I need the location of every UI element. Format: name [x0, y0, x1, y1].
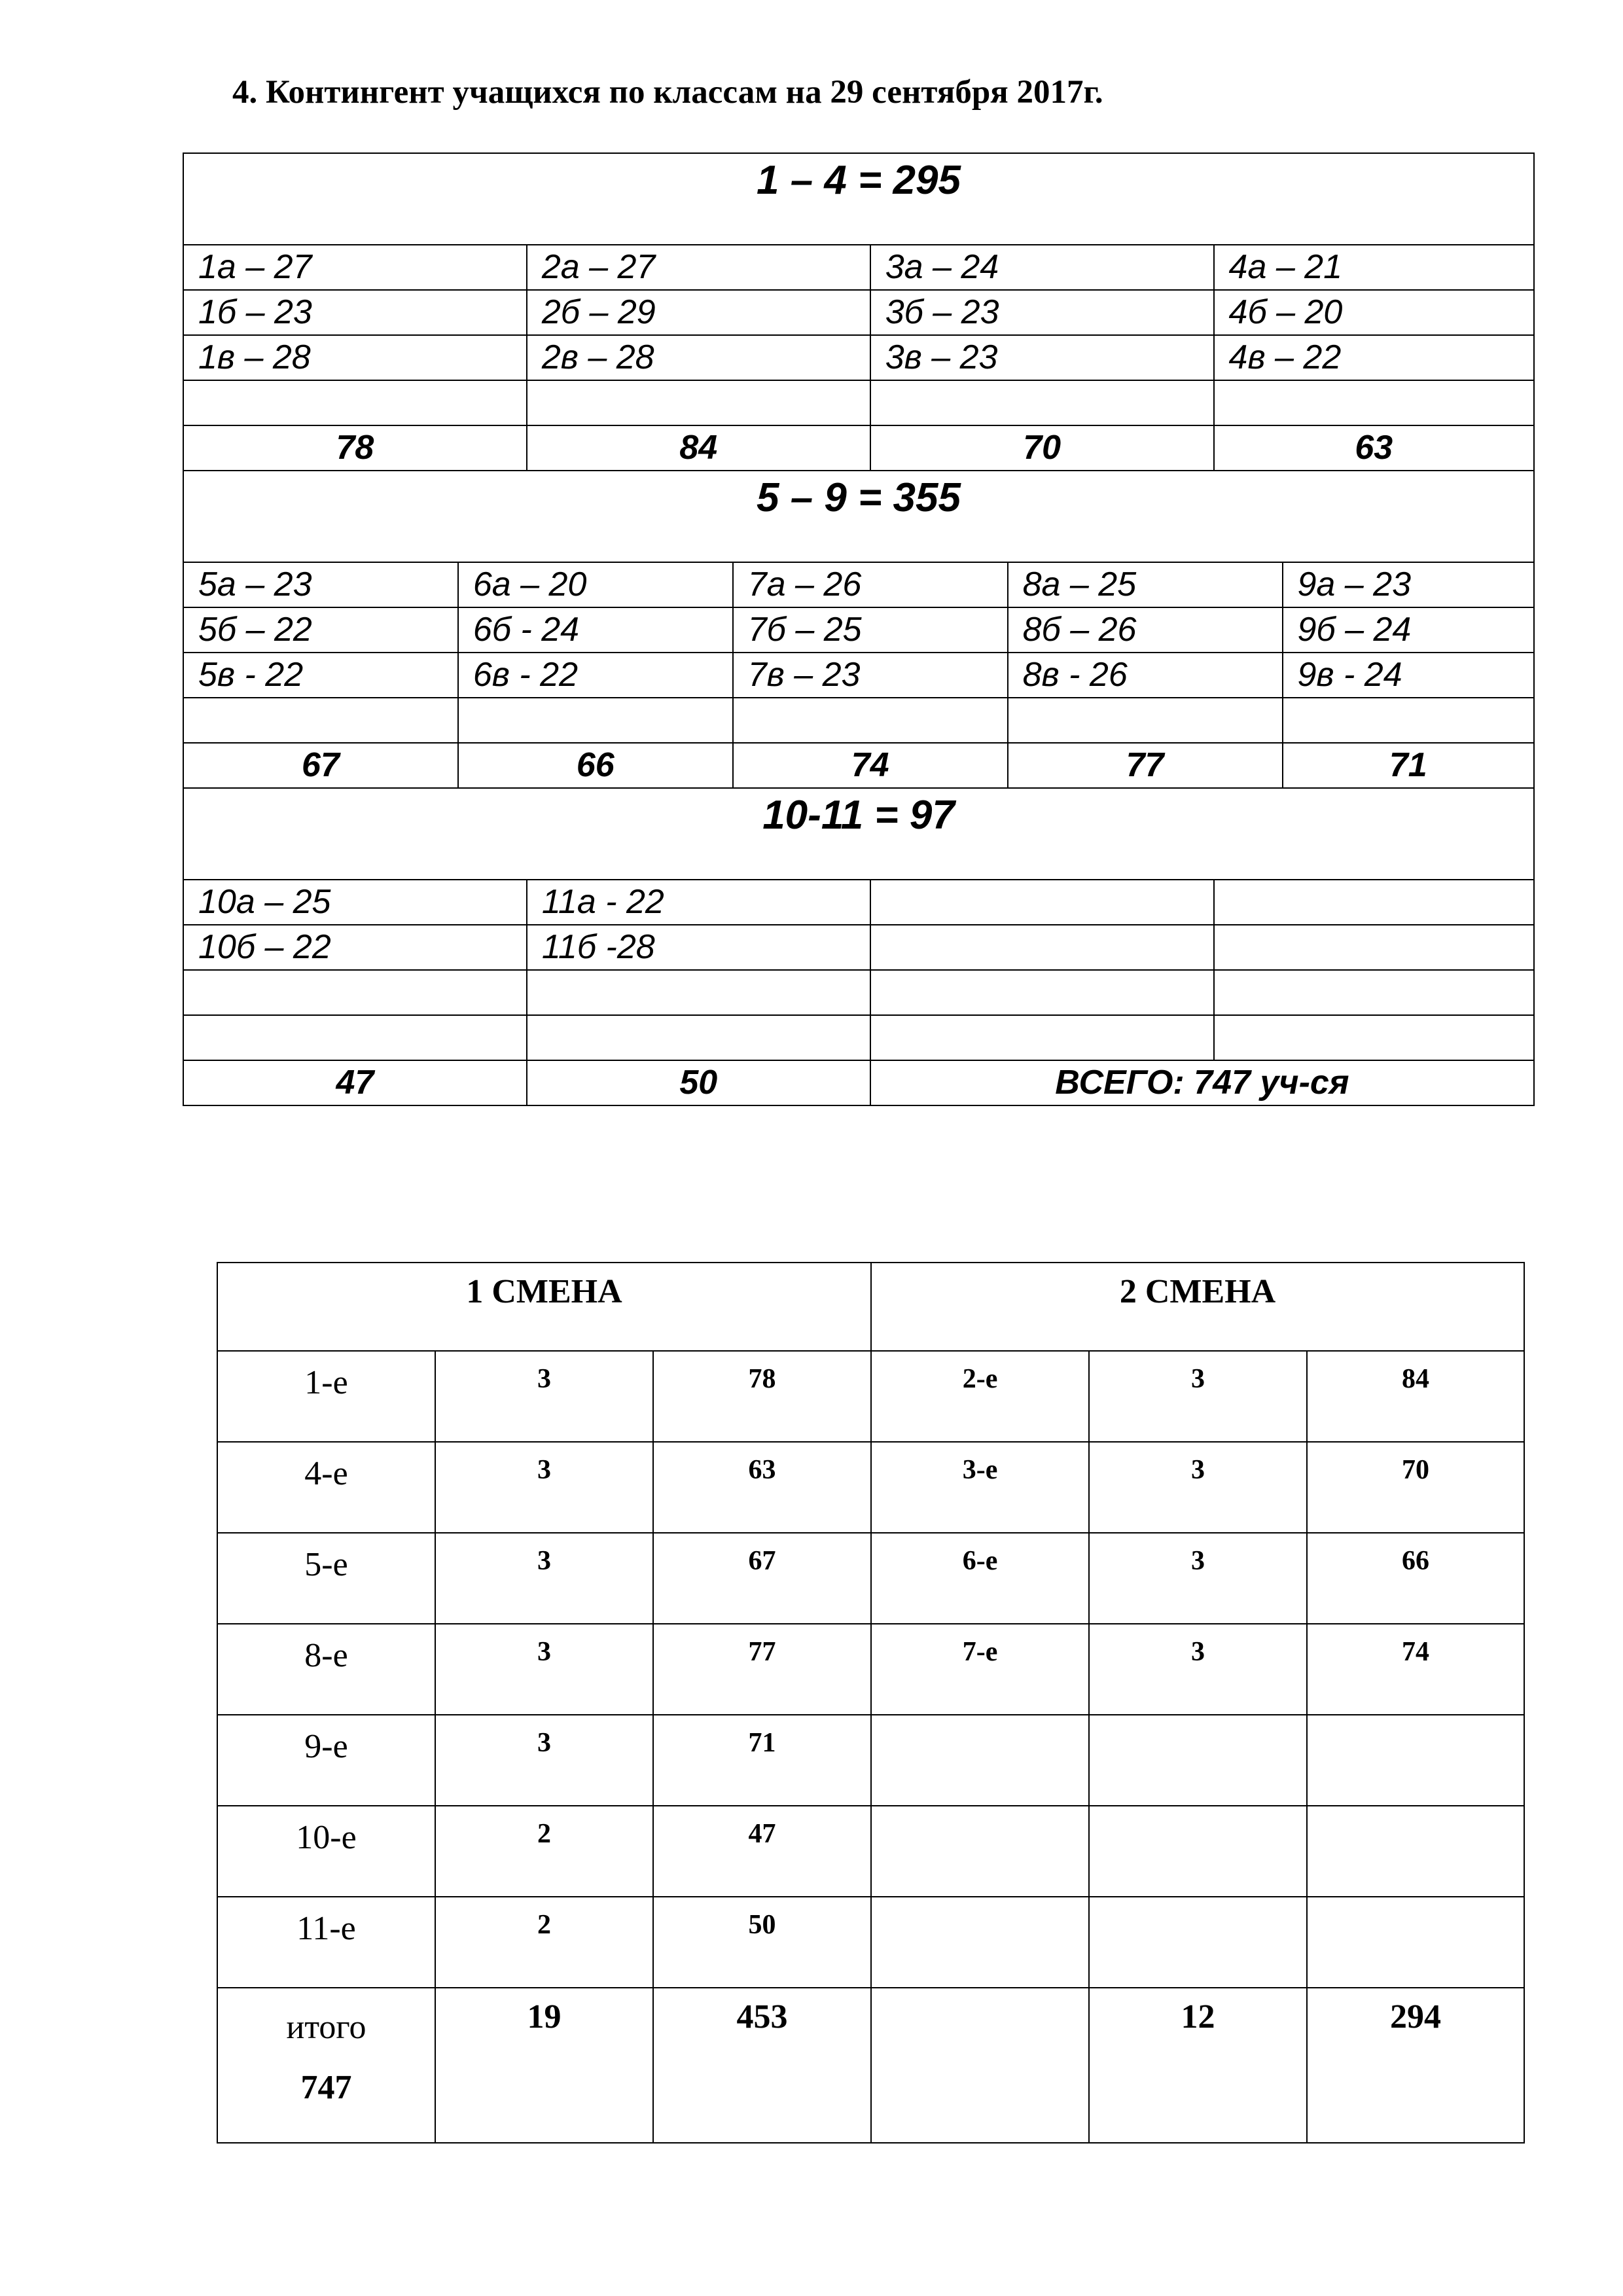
empty-cell [871, 1988, 1089, 2143]
grade-total: 47 [183, 1060, 527, 1105]
shift-2-students: 70 [1307, 1442, 1524, 1533]
empty-cell [870, 380, 1214, 425]
class-cell: 4б – 20 [1214, 290, 1534, 335]
shift-2-classes: 3 [1089, 1351, 1307, 1442]
shift-1-grade: 4-е [217, 1442, 435, 1533]
shift-1-classes: 2 [435, 1806, 653, 1897]
class-cell: 3б – 23 [870, 290, 1214, 335]
grand-total: ВСЕГО: 747 уч-ся [870, 1060, 1534, 1105]
class-cell: 6в - 22 [458, 653, 733, 698]
shift-2-students-total: 294 [1307, 1988, 1524, 2143]
empty-cell [1214, 880, 1534, 925]
class-cell: 5б – 22 [183, 607, 458, 653]
shift-1-classes: 3 [435, 1715, 653, 1806]
shift-2-header: 2 СМЕНА [871, 1263, 1524, 1351]
empty-cell [1283, 698, 1535, 743]
table-row [183, 653, 1534, 698]
empty-cell [527, 1015, 870, 1060]
class-cell: 7в – 23 [733, 653, 1008, 698]
shift-1-grade: 1-е [217, 1351, 435, 1442]
empty-cell [1089, 1715, 1307, 1806]
table-row [183, 380, 1534, 425]
table-row [183, 562, 1534, 607]
shift-2-grade: 2-е [871, 1351, 1089, 1442]
table-row [217, 1715, 1524, 1806]
shift-2-students: 84 [1307, 1351, 1524, 1442]
class-cell: 1а – 27 [183, 245, 527, 290]
empty-cell [1307, 1897, 1524, 1988]
empty-cell [870, 880, 1214, 925]
totals-row [183, 1060, 1534, 1105]
grade-total: 74 [733, 743, 1008, 788]
shift-1-students: 67 [653, 1533, 871, 1624]
grade-total: 84 [527, 425, 870, 471]
section-title-middle: 5 – 9 = 355 [183, 471, 1534, 562]
shift-1-students: 63 [653, 1442, 871, 1533]
shift-2-classes: 3 [1089, 1624, 1307, 1715]
shift-1-grade: 10-е [217, 1806, 435, 1897]
table-row [217, 1897, 1524, 1988]
grade-total: 50 [527, 1060, 870, 1105]
table-row [183, 245, 1534, 290]
class-cell: 2а – 27 [527, 245, 870, 290]
empty-cell [1307, 1715, 1524, 1806]
section-title-senior: 10-11 = 97 [183, 788, 1534, 880]
grade-total: 66 [458, 743, 733, 788]
shift-1-classes: 3 [435, 1624, 653, 1715]
empty-cell [1214, 970, 1534, 1015]
shift-1-students-total: 453 [653, 1988, 871, 2143]
shift-1-classes: 2 [435, 1897, 653, 1988]
shift-1-classes: 3 [435, 1533, 653, 1624]
class-cell: 10б – 22 [183, 925, 527, 970]
grade-total: 63 [1214, 425, 1534, 471]
table-row [183, 970, 1534, 1015]
class-cell: 8в - 26 [1008, 653, 1283, 698]
table-row [217, 1806, 1524, 1897]
class-cell: 9б – 24 [1283, 607, 1535, 653]
shift-1-grade: 9-е [217, 1715, 435, 1806]
section-title-primary: 1 – 4 = 295 [183, 153, 1534, 245]
table-row [217, 1351, 1524, 1442]
shift-1-students: 50 [653, 1897, 871, 1988]
class-cell: 9а – 23 [1283, 562, 1535, 607]
shift-1-grade: 5-е [217, 1533, 435, 1624]
class-cell: 5в - 22 [183, 653, 458, 698]
empty-cell [527, 380, 870, 425]
page-title: 4. Контингент учащихся по классам на 29 сентября 2017г. [232, 74, 1103, 111]
class-cell: 5а – 23 [183, 562, 458, 607]
class-cell: 7б – 25 [733, 607, 1008, 653]
grade-total: 71 [1283, 743, 1535, 788]
empty-cell [1089, 1897, 1307, 1988]
table-row [183, 290, 1534, 335]
class-cell: 1б – 23 [183, 290, 527, 335]
totals-row [217, 1988, 1524, 2143]
shift-2-classes: 3 [1089, 1533, 1307, 1624]
shift-2-classes: 3 [1089, 1442, 1307, 1533]
totals-row [183, 425, 1534, 471]
totals-row [183, 743, 1534, 788]
total-label: итого [286, 2009, 366, 2046]
shift-1-students: 47 [653, 1806, 871, 1897]
class-cell: 1в – 28 [183, 335, 527, 380]
shifts-header-row [217, 1263, 1524, 1351]
class-cell: 3а – 24 [870, 245, 1214, 290]
class-cell: 10а – 25 [183, 880, 527, 925]
class-cell: 9в - 24 [1283, 653, 1535, 698]
class-cell: 8б – 26 [1008, 607, 1283, 653]
empty-cell [183, 698, 458, 743]
shift-2-grade: 6-е [871, 1533, 1089, 1624]
shift-1-classes: 3 [435, 1351, 653, 1442]
contingent-table [183, 152, 1535, 1106]
empty-cell [183, 970, 527, 1015]
total-label-cell [217, 1988, 435, 2143]
empty-cell [183, 1015, 527, 1060]
shift-1-classes: 3 [435, 1442, 653, 1533]
class-cell: 11а - 22 [527, 880, 870, 925]
class-cell: 2в – 28 [527, 335, 870, 380]
class-cell: 6б - 24 [458, 607, 733, 653]
class-cell: 8а – 25 [1008, 562, 1283, 607]
empty-cell [1008, 698, 1283, 743]
shift-1-header: 1 СМЕНА [217, 1263, 871, 1351]
shift-1-grade: 8-е [217, 1624, 435, 1715]
shift-1-classes-total: 19 [435, 1988, 653, 2143]
empty-cell [1214, 1015, 1534, 1060]
table-row [183, 698, 1534, 743]
empty-cell [871, 1806, 1089, 1897]
table-row [217, 1533, 1524, 1624]
total-all: 747 [300, 2069, 352, 2106]
table-row [217, 1442, 1524, 1533]
shift-1-students: 71 [653, 1715, 871, 1806]
empty-cell [1307, 1806, 1524, 1897]
shift-1-grade: 11-е [217, 1897, 435, 1988]
grade-total: 78 [183, 425, 527, 471]
empty-cell [1214, 380, 1534, 425]
class-cell: 6а – 20 [458, 562, 733, 607]
class-cell: 4в – 22 [1214, 335, 1534, 380]
shift-1-students: 78 [653, 1351, 871, 1442]
shift-2-grade: 3-е [871, 1442, 1089, 1533]
empty-cell [870, 970, 1214, 1015]
table-row [183, 335, 1534, 380]
empty-cell [1089, 1806, 1307, 1897]
grade-total: 67 [183, 743, 458, 788]
table-row [183, 1015, 1534, 1060]
grade-total: 70 [870, 425, 1214, 471]
empty-cell [870, 1015, 1214, 1060]
shifts-table [217, 1262, 1525, 2144]
empty-cell [871, 1897, 1089, 1988]
shift-2-students: 74 [1307, 1624, 1524, 1715]
class-cell: 4а – 21 [1214, 245, 1534, 290]
table-row [183, 880, 1534, 925]
empty-cell [733, 698, 1008, 743]
empty-cell [871, 1715, 1089, 1806]
class-cell: 3в – 23 [870, 335, 1214, 380]
class-cell: 7а – 26 [733, 562, 1008, 607]
empty-cell [870, 925, 1214, 970]
shift-2-classes-total: 12 [1089, 1988, 1307, 2143]
table-row [183, 925, 1534, 970]
grade-total: 77 [1008, 743, 1283, 788]
class-cell: 2б – 29 [527, 290, 870, 335]
empty-cell [1214, 925, 1534, 970]
class-cell: 11б -28 [527, 925, 870, 970]
empty-cell [527, 970, 870, 1015]
empty-cell [458, 698, 733, 743]
shift-2-grade: 7-е [871, 1624, 1089, 1715]
table-row [183, 607, 1534, 653]
shift-2-students: 66 [1307, 1533, 1524, 1624]
empty-cell [183, 380, 527, 425]
shift-1-students: 77 [653, 1624, 871, 1715]
table-row [217, 1624, 1524, 1715]
